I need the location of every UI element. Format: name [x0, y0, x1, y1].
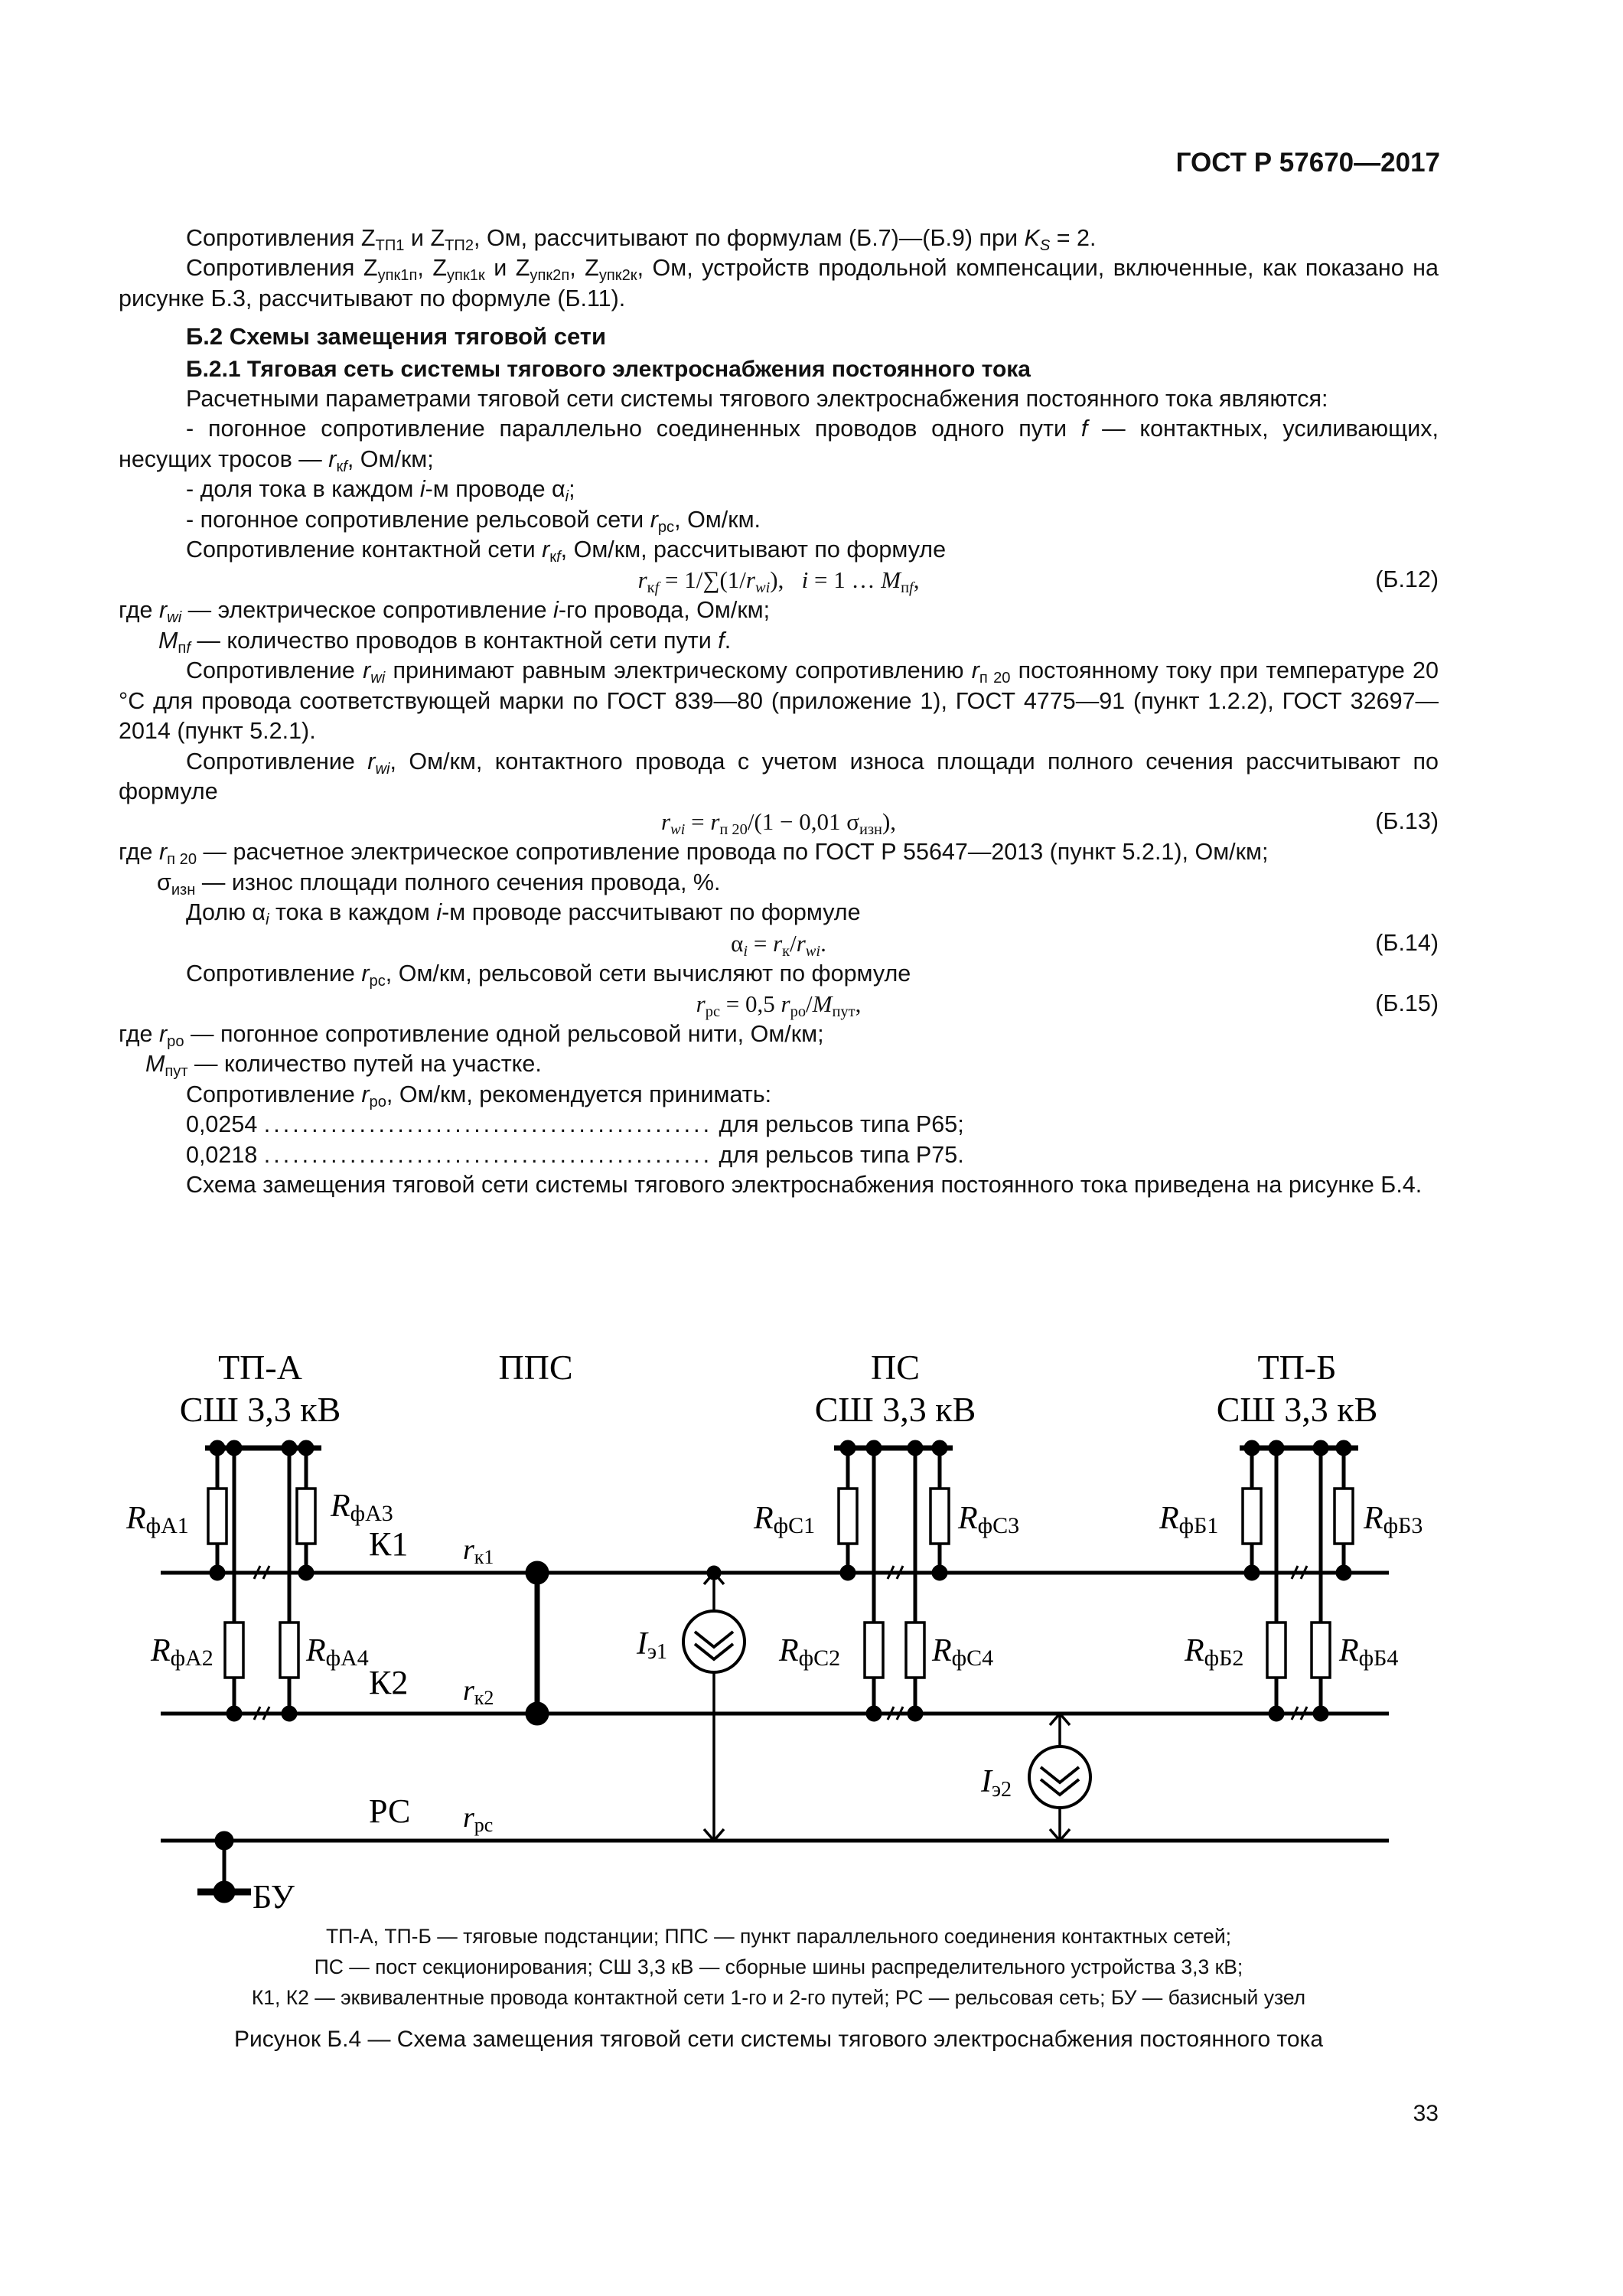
label-tpa-bus: СШ 3,3 кВ: [179, 1390, 341, 1429]
node: [527, 1704, 547, 1724]
label-pps: ППС: [498, 1348, 573, 1387]
substation-tpb: [1240, 1442, 1358, 1720]
where-line: $\sigma_{изн}$ — износ площади полного сечения провода, %.: [157, 869, 721, 899]
subsection-heading: Б.2.1 Тяговая сеть системы тягового электроснабжения постоянного тока: [186, 356, 1031, 382]
circuit-diagram: [0, 1336, 1623, 1917]
label-k2: К2: [369, 1664, 409, 1701]
where-line: $M_{пут}$ — количество путей на участке.: [145, 1051, 542, 1081]
rail-value: 0,0254: [186, 1111, 258, 1138]
label-rc: РС: [369, 1792, 411, 1830]
equation-number: (Б.15): [1375, 990, 1439, 1016]
legend-line: ТП-А, ТП-Б — тяговые подстанции; ППС — пункт параллельного соединения контактных сетей;: [325, 1925, 1232, 1948]
equation-number: (Б.13): [1375, 808, 1439, 835]
label-rk1: rк1: [463, 1534, 494, 1568]
equation: [119, 565, 1439, 595]
label-r-fc2: RфС2: [779, 1633, 841, 1671]
label-r-fa1: RфА1: [126, 1501, 189, 1538]
list-item: - доля тока в каждом i-м проводе $\alpha_i$;: [186, 476, 575, 506]
paragraph: Сопротивление контактной сети $r_{кf}$, Ом/км, рассчитывают по формуле: [186, 536, 947, 566]
label-r-fb4: RфБ4: [1339, 1633, 1399, 1671]
list-item: - погонное сопротивление рельсовой сети $r_{рс}$, Ом/км.: [186, 506, 761, 536]
paragraph: Сопротивление $r_{wi}$ принимают равным электрическому сопротивлению $r_{п 20}$ постоянному току при температуре 20 °С для провода соответствующей марки по ГОСТ 839—80 (приложение 1), ГОСТ 4775—91 (пункт 1.2.2), ГОСТ 32697—2014 (пункт 5.2.1).: [119, 657, 1439, 745]
label-r-fc3: RфС3: [958, 1501, 1020, 1538]
where-line: где $r_{wi}$ — электрическое сопротивление i-го провода, Ом/км;: [119, 597, 771, 627]
equation: [119, 928, 1439, 959]
node: [527, 1563, 547, 1583]
equation-body: $r_{рс} = 0,5$ $r_{ро}/M_{пут}$,: [696, 990, 862, 1021]
equation-body: $r_{wi} = r_{п 20}/(1 - 0,01$ $\sigma_{изн}$),: [660, 808, 897, 839]
document-header: ГОСТ Р 57670—2017: [1175, 148, 1440, 178]
label-tpa: ТП-А: [218, 1348, 302, 1387]
leader-dots: ...............................................: [263, 1111, 713, 1138]
label-ie1: Iэ1: [637, 1626, 668, 1664]
label-k1: К1: [369, 1525, 409, 1563]
label-ps: ПС: [871, 1348, 920, 1387]
leader-dots: ...............................................: [263, 1141, 713, 1168]
paragraph: Сопротивления $Z_{ТП1}$ и $Z_{ТП2}$, Ом, рассчитывают по формулам (Б.7)—(Б.9) при $K_S = 2$.: [186, 225, 1097, 255]
where-line: где $r_{ро}$ — погонное сопротивление одной рельсовой нити, Ом/км;: [119, 1020, 824, 1050]
where-line: где $r_{п 20}$ — расчетное электрическое сопротивление провода по ГОСТ Р 55647—2013 (пункт 5.2.1), Ом/км;: [119, 839, 1269, 869]
label-r-fb3: RфБ3: [1364, 1501, 1423, 1538]
where-line: $M_{пf}$ — количество проводов в контактной сети пути f.: [158, 627, 732, 657]
legend-line: К1, К2 — эквивалентные провода контактной сети 1-го и 2-го путей; РС — рельсовая сеть; БУ — базисный узел: [251, 1986, 1306, 2009]
substation-tpa: [205, 1442, 321, 1720]
base-node-bu: [197, 1833, 251, 1901]
equation: [119, 989, 1439, 1019]
rail-type: для рельсов типа Р65;: [719, 1111, 964, 1138]
label-r-fa4: RфА4: [306, 1633, 369, 1671]
label-r-fb1: RфБ1: [1159, 1501, 1219, 1538]
label-tpb-bus: СШ 3,3 кВ: [1216, 1390, 1378, 1429]
label-r-fa2: RфА2: [151, 1633, 213, 1671]
value-row: [119, 1110, 1439, 1140]
section-post-ps: [834, 1442, 953, 1720]
list-item: - погонное сопротивление параллельно соединенных проводов одного пути f — контактных, усиливающих, несущих тросов — $r_{кf}$, Ом/км;: [119, 416, 1439, 475]
body-text: [119, 223, 1439, 1200]
label-ie2: Iэ2: [981, 1764, 1012, 1802]
paragraph: Сопротивление $r_{wi}$, Ом/км, контактного провода с учетом износа площади полного сечения рассчитывают по формуле: [119, 748, 1439, 804]
label-ps-bus: СШ 3,3 кВ: [814, 1390, 976, 1429]
paragraph: Расчетными параметрами тяговой сети системы тягового электроснабжения постоянного тока являются:: [186, 386, 1328, 413]
label-r-fc1: RфС1: [754, 1501, 816, 1538]
value-row: [119, 1140, 1439, 1170]
equation-body: $\alpha_i = r_к/r_{wi}$.: [731, 929, 826, 960]
current-source-ie2: [1029, 1714, 1090, 1841]
current-source-ie1: [683, 1567, 745, 1841]
figure-title: Рисунок Б.4 — Схема замещения тяговой сети системы тягового электроснабжения постоянного тока: [233, 2027, 1324, 2052]
rail-type: для рельсов типа Р75.: [719, 1141, 964, 1168]
figure-legend: [119, 1921, 1439, 2013]
label-r-fb2: RфБ2: [1185, 1633, 1244, 1671]
label-rk2: rк2: [463, 1675, 494, 1709]
paragraph: Схема замещения тяговой сети системы тягового электроснабжения постоянного тока приведена на рисунке Б.4.: [186, 1171, 1423, 1198]
paragraph: Долю $\alpha_i$ тока в каждом i-м проводе рассчитывают по формуле: [186, 899, 861, 929]
section-heading: Б.2 Схемы замещения тяговой сети: [186, 323, 607, 351]
equation-number: (Б.12): [1375, 566, 1439, 593]
label-bu: БУ: [253, 1878, 295, 1916]
paragraph: Сопротивления $Z_{упк1п}$, $Z_{упк1к}$ и $Z_{упк2п}$, $Z_{упк2к}$, Ом, устройств продольной компенсации, включенные, как показано на рисунке Б.3, рассчитывают по формуле (Б.11).: [119, 255, 1439, 311]
label-rrs: rрс: [463, 1802, 494, 1836]
paragraph: Сопротивление $r_{ро}$, Ом/км, рекомендуется принимать:: [186, 1081, 772, 1110]
equation-body: $r_{кf} = 1/\sum(1/r_{wi})$, i = 1 … $M_{пf}$,: [637, 566, 920, 597]
page-number: 33: [1413, 2101, 1439, 2126]
paragraph: Сопротивление $r_{рс}$, Ом/км, рельсовой сети вычисляют по формуле: [186, 960, 911, 990]
label-tpb: ТП-Б: [1257, 1348, 1337, 1387]
equation: [119, 807, 1439, 837]
label-r-fc4: RфС4: [932, 1633, 994, 1671]
legend-line: ПС — пост секционирования; СШ 3,3 кВ — сборные шины распределительного устройства 3,3 кВ;: [314, 1955, 1243, 1978]
rail-value: 0,0218: [186, 1141, 258, 1168]
equation-number: (Б.14): [1375, 929, 1439, 956]
label-r-fa3: RфА3: [331, 1489, 393, 1526]
